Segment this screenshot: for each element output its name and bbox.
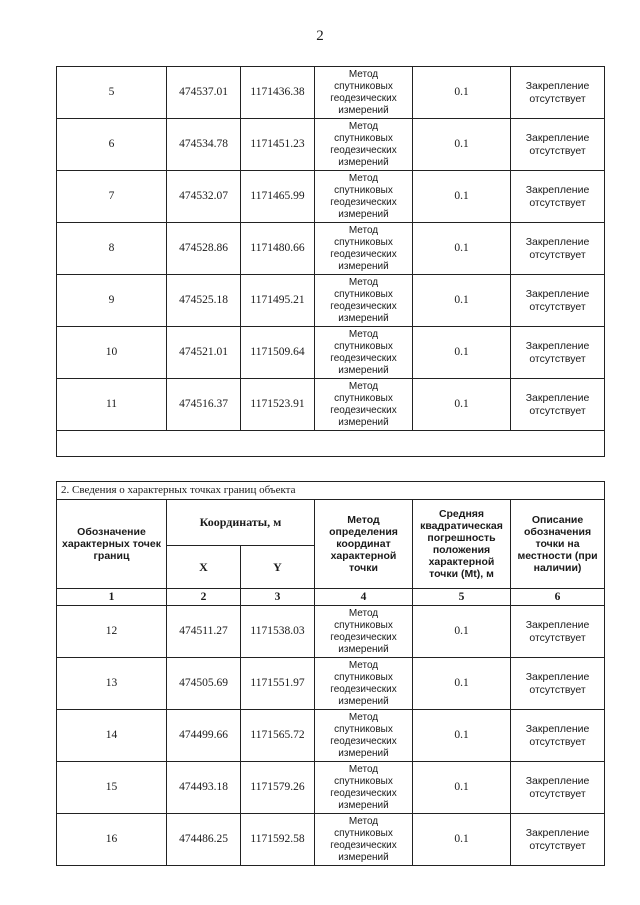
text-line: спутниковых	[334, 723, 393, 735]
text-line: отсутствует	[529, 683, 586, 696]
text-line: характерной	[330, 550, 397, 562]
text-line: измерений	[338, 851, 389, 863]
coord-x: 474511.27	[167, 606, 241, 658]
description-cell	[511, 67, 605, 119]
coord-y: 1171579.26	[241, 762, 315, 814]
text-line: Метод	[348, 328, 379, 340]
text-line: измерений	[338, 104, 389, 116]
point-row	[57, 223, 605, 275]
header-designation	[57, 500, 167, 589]
description-cell	[511, 710, 605, 762]
coord-y: 1171451.23	[241, 119, 315, 171]
text-line: геодезических	[330, 683, 397, 695]
point-row	[57, 379, 605, 431]
method-cell	[315, 658, 413, 710]
point-number: 8	[57, 223, 167, 275]
text-line: отсутствует	[529, 787, 586, 800]
text-line: измерений	[338, 747, 389, 759]
text-line: Средняя	[438, 508, 485, 520]
text-line: погрешность	[427, 532, 496, 544]
text-line: измерений	[338, 156, 389, 168]
accuracy-value: 0.1	[413, 762, 511, 814]
text-line: геодезических	[330, 300, 397, 312]
method-cell	[315, 762, 413, 814]
text-line: Закрепление	[525, 670, 590, 683]
method-cell	[315, 119, 413, 171]
text-line: Метод	[348, 763, 379, 775]
text-line: измерений	[338, 312, 389, 324]
text-line: Метод	[348, 815, 379, 827]
text-line: геодезических	[330, 248, 397, 260]
coord-x: 474486.25	[167, 814, 241, 866]
point-row	[57, 606, 605, 658]
method-cell	[315, 67, 413, 119]
text-line: спутниковых	[334, 671, 393, 683]
point-number: 12	[57, 606, 167, 658]
text-line: квадратическая	[420, 520, 503, 532]
method-cell	[315, 327, 413, 379]
description-cell	[511, 327, 605, 379]
description-cell	[511, 762, 605, 814]
text-line: определения	[329, 526, 398, 538]
accuracy-value: 0.1	[413, 67, 511, 119]
text-line: Закрепление	[525, 183, 590, 196]
text-line: Метод	[348, 607, 379, 619]
point-number: 16	[57, 814, 167, 866]
text-line: отсутствует	[529, 352, 586, 365]
text-line: Метод	[348, 380, 379, 392]
accuracy-value: 0.1	[413, 658, 511, 710]
table2-body	[57, 606, 605, 866]
text-line: отсутствует	[529, 839, 586, 852]
point-row	[57, 275, 605, 327]
point-row	[57, 119, 605, 171]
coord-y: 1171495.21	[241, 275, 315, 327]
coord-x: 474521.01	[167, 327, 241, 379]
point-row	[57, 710, 605, 762]
text-line: отсутствует	[529, 735, 586, 748]
text-line: измерений	[338, 416, 389, 428]
text-line: Закрепление	[525, 722, 590, 735]
text-line: границ	[93, 550, 130, 562]
text-line: Закрепление	[525, 774, 590, 787]
accuracy-value: 0.1	[413, 379, 511, 431]
text-line: спутниковых	[334, 184, 393, 196]
header-method	[315, 500, 413, 589]
coord-x: 474525.18	[167, 275, 241, 327]
text-line: спутниковых	[334, 236, 393, 248]
accuracy-value: 0.1	[413, 814, 511, 866]
coord-x: 474532.07	[167, 171, 241, 223]
description-cell	[511, 606, 605, 658]
accuracy-value: 0.1	[413, 327, 511, 379]
point-number: 15	[57, 762, 167, 814]
text-line: спутниковых	[334, 340, 393, 352]
text-line: характерной	[428, 556, 495, 568]
text-line: отсутствует	[529, 300, 586, 313]
text-line: Метод	[348, 659, 379, 671]
column-number: 5	[413, 589, 511, 606]
text-line: точки (Mt), м	[429, 568, 494, 580]
text-line: наличии)	[533, 562, 582, 574]
characteristic-points-table	[56, 481, 605, 866]
coord-x: 474493.18	[167, 762, 241, 814]
text-line: геодезических	[330, 735, 397, 747]
point-row	[57, 327, 605, 379]
text-line: Закрепление	[525, 339, 590, 352]
text-line: Закрепление	[525, 235, 590, 248]
column-number: 2	[167, 589, 241, 606]
page-number: 2	[316, 28, 324, 44]
text-line: измерений	[338, 799, 389, 811]
text-line: отсутствует	[529, 404, 586, 417]
point-row	[57, 658, 605, 710]
point-number: 11	[57, 379, 167, 431]
accuracy-value: 0.1	[413, 275, 511, 327]
accuracy-value: 0.1	[413, 223, 511, 275]
accuracy-value: 0.1	[413, 710, 511, 762]
text-line: Закрепление	[525, 618, 590, 631]
description-cell	[511, 275, 605, 327]
method-cell	[315, 606, 413, 658]
method-cell	[315, 379, 413, 431]
method-cell	[315, 171, 413, 223]
text-line: отсутствует	[529, 196, 586, 209]
description-cell	[511, 171, 605, 223]
method-cell	[315, 710, 413, 762]
text-line: Закрепление	[525, 79, 590, 92]
text-line: Метод	[348, 224, 379, 236]
coord-y: 1171436.38	[241, 67, 315, 119]
coordinates-table-continued	[56, 66, 605, 457]
point-row	[57, 171, 605, 223]
text-line: спутниковых	[334, 392, 393, 404]
coord-y: 1171592.58	[241, 814, 315, 866]
description-cell	[511, 119, 605, 171]
text-line: обозначения	[523, 526, 592, 538]
point-number: 14	[57, 710, 167, 762]
coord-y: 1171538.03	[241, 606, 315, 658]
text-line: геодезических	[330, 352, 397, 364]
point-number: 9	[57, 275, 167, 327]
text-line: геодезических	[330, 631, 397, 643]
text-line: геодезических	[330, 404, 397, 416]
text-line: Закрепление	[525, 287, 590, 300]
accuracy-value: 0.1	[413, 606, 511, 658]
text-line: Метод	[348, 276, 379, 288]
coord-x: 474528.86	[167, 223, 241, 275]
text-line: Закрепление	[525, 131, 590, 144]
coord-y: 1171523.91	[241, 379, 315, 431]
accuracy-value: 0.1	[413, 171, 511, 223]
header-accuracy	[413, 500, 511, 589]
description-cell	[511, 223, 605, 275]
coord-y: 1171551.97	[241, 658, 315, 710]
text-line: геодезических	[330, 144, 397, 156]
coord-y: 1171465.99	[241, 171, 315, 223]
header-description	[511, 500, 605, 589]
table1-empty-row	[57, 431, 605, 457]
table1-body	[57, 67, 605, 431]
text-line: спутниковых	[334, 775, 393, 787]
coord-x: 474534.78	[167, 119, 241, 171]
text-line: измерений	[338, 695, 389, 707]
point-number: 13	[57, 658, 167, 710]
text-line: геодезических	[330, 787, 397, 799]
text-line: измерений	[338, 260, 389, 272]
text-line: Метод	[347, 514, 380, 526]
text-line: Метод	[348, 711, 379, 723]
coord-x: 474505.69	[167, 658, 241, 710]
text-line: Закрепление	[525, 391, 590, 404]
point-number: 7	[57, 171, 167, 223]
description-cell	[511, 814, 605, 866]
coord-x: 474537.01	[167, 67, 241, 119]
text-line: спутниковых	[334, 288, 393, 300]
column-number: 6	[511, 589, 605, 606]
point-number: 5	[57, 67, 167, 119]
text-line: геодезических	[330, 196, 397, 208]
header-y: Y	[241, 546, 315, 589]
text-line: отсутствует	[529, 248, 586, 261]
column-number: 3	[241, 589, 315, 606]
text-line: спутниковых	[334, 80, 393, 92]
text-line: Описание	[531, 514, 584, 526]
text-line: характерных точек	[62, 538, 161, 550]
text-line: отсутствует	[529, 144, 586, 157]
column-number: 1	[57, 589, 167, 606]
text-line: спутниковых	[334, 827, 393, 839]
header-coordinates: Координаты, м	[167, 500, 315, 546]
method-cell	[315, 223, 413, 275]
text-line: геодезических	[330, 839, 397, 851]
text-line: Метод	[348, 172, 379, 184]
point-row	[57, 762, 605, 814]
section-title: 2. Сведения о характерных точках границ объекта	[57, 482, 605, 500]
method-cell	[315, 814, 413, 866]
accuracy-value: 0.1	[413, 119, 511, 171]
point-number: 6	[57, 119, 167, 171]
point-row	[57, 814, 605, 866]
text-line: отсутствует	[529, 631, 586, 644]
point-row	[57, 67, 605, 119]
text-line: измерений	[338, 643, 389, 655]
text-line: Закрепление	[525, 826, 590, 839]
text-line: спутниковых	[334, 132, 393, 144]
text-line: координат	[336, 538, 391, 550]
text-line: положения	[432, 544, 491, 556]
text-line: Метод	[348, 68, 379, 80]
text-line: измерений	[338, 208, 389, 220]
method-cell	[315, 275, 413, 327]
coord-y: 1171480.66	[241, 223, 315, 275]
coord-x: 474499.66	[167, 710, 241, 762]
text-line: спутниковых	[334, 619, 393, 631]
coord-y: 1171509.64	[241, 327, 315, 379]
text-line: геодезических	[330, 92, 397, 104]
text-line: точки на	[535, 538, 580, 550]
text-line: точки	[349, 562, 378, 574]
text-line: Обозначение	[77, 526, 146, 538]
text-line: Метод	[348, 120, 379, 132]
coord-y: 1171565.72	[241, 710, 315, 762]
text-line: отсутствует	[529, 92, 586, 105]
point-number: 10	[57, 327, 167, 379]
header-x: X	[167, 546, 241, 589]
description-cell	[511, 658, 605, 710]
text-line: измерений	[338, 364, 389, 376]
coord-x: 474516.37	[167, 379, 241, 431]
column-number: 4	[315, 589, 413, 606]
description-cell	[511, 379, 605, 431]
text-line: местности (при	[517, 550, 598, 562]
